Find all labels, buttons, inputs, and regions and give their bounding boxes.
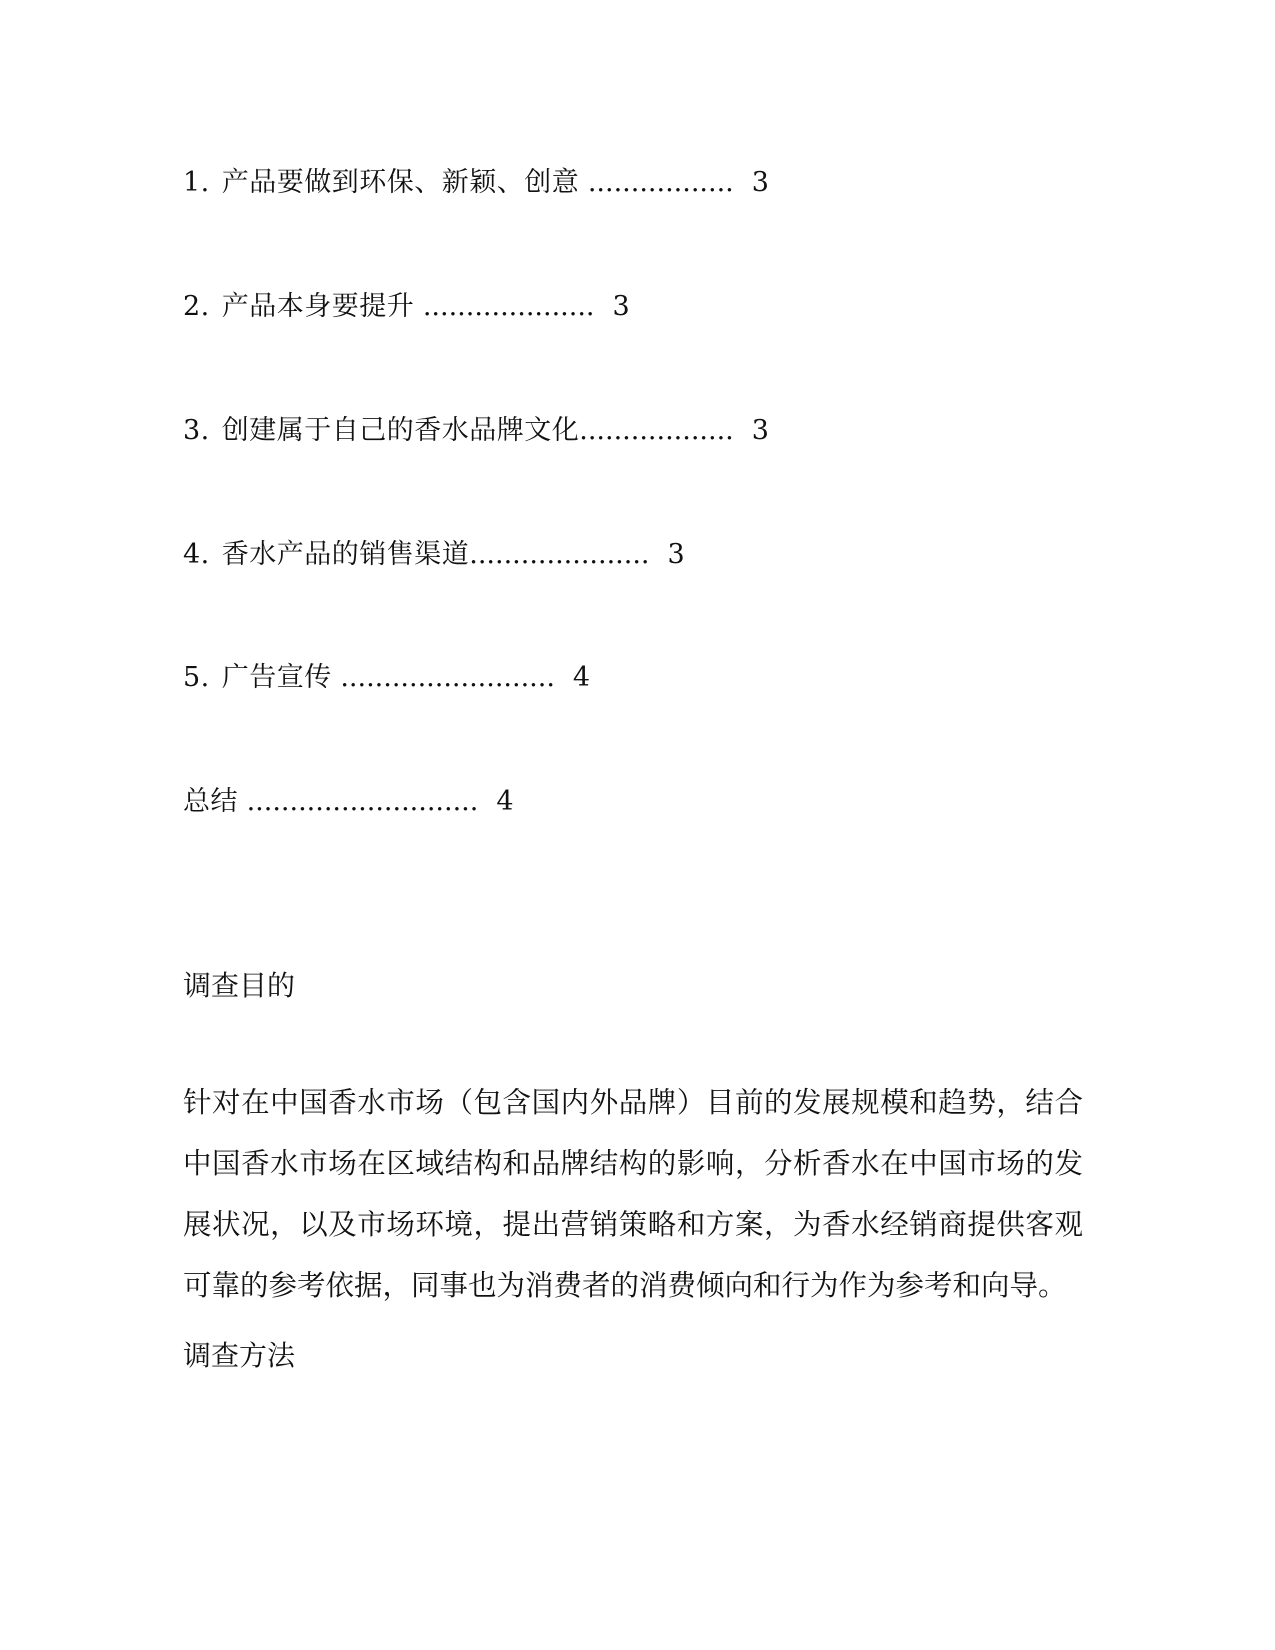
toc-entry-number: 2. <box>183 291 210 322</box>
toc-entry-number: 4. <box>183 539 210 570</box>
toc-entry[interactable] <box>183 166 769 200</box>
toc-entry-number: 1. <box>183 167 210 198</box>
toc-entry-page: 4 <box>496 786 514 817</box>
toc-entry-leader: ......................... <box>331 662 555 693</box>
toc-entry[interactable] <box>183 290 630 324</box>
toc-entry-title: 广告宣传 <box>221 662 332 693</box>
toc-entry-title: 创建属于自己的香水品牌文化 <box>221 415 580 446</box>
section-heading: 调查目的 <box>183 969 296 1002</box>
toc-entry-leader: .................... <box>414 291 595 322</box>
toc-entry[interactable] <box>183 785 514 819</box>
toc-entry-leader: ................. <box>579 167 734 198</box>
toc-entry-title: 产品要做到环保、新颖、创意 <box>221 167 580 198</box>
toc-entry-number: 3. <box>183 415 210 446</box>
toc-entry-leader: .................. <box>579 415 734 446</box>
toc-entry-number: 5. <box>183 662 210 693</box>
section-heading: 调查方法 <box>183 1339 296 1372</box>
toc-entry[interactable] <box>183 538 685 572</box>
toc-entry-title: 总结 <box>183 786 238 817</box>
toc-entry-page: 3 <box>751 415 770 446</box>
toc-entry[interactable] <box>183 414 769 448</box>
toc-entry-title: 产品本身要提升 <box>221 291 415 322</box>
toc-entry-title: 香水产品的销售渠道 <box>221 539 470 570</box>
toc-entry-page: 4 <box>572 662 591 693</box>
toc-entry-page: 3 <box>751 167 770 198</box>
toc-entry-page: 3 <box>612 291 631 322</box>
section-paragraph: 针对在中国香水市场（包含国内外品牌）目前的发展规模和趋势，结合中国香水市场在区域结构和品牌结构的影响，分析香水在中国市场的发展状况，以及市场环境，提出营销策略和方案，为香水经销商提供客观可靠的参考依据，同事也为消费者的消费倾向和行为作为参考和向导。 <box>183 1086 1083 1302</box>
toc-entry-page: 3 <box>667 539 686 570</box>
toc-entry-leader: ........................... <box>238 786 479 817</box>
toc-entry[interactable] <box>183 661 591 695</box>
toc-entry-leader: ..................... <box>469 539 650 570</box>
